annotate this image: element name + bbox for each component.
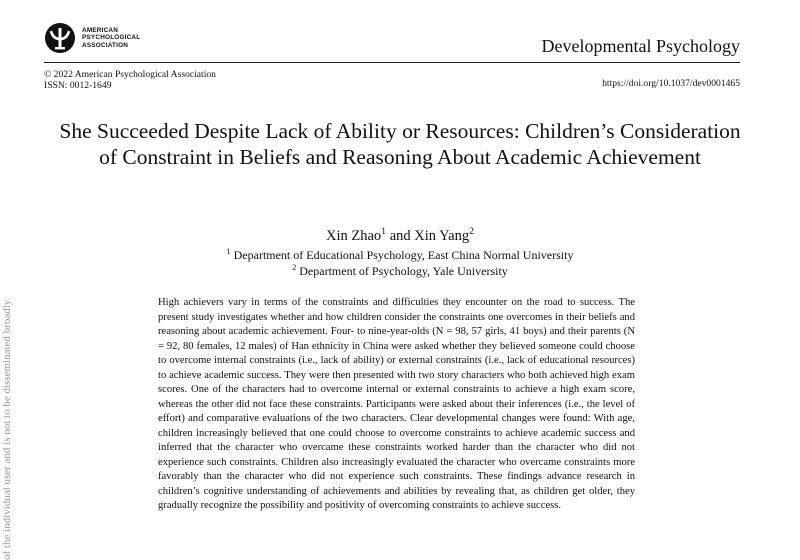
logo-line-3: ASSOCIATION [82, 41, 129, 49]
doi-link[interactable]: https://doi.org/10.1037/dev0001465 [602, 78, 740, 89]
logo-line-1: AMERICAN [82, 26, 119, 34]
affiliation-1 [0, 248, 800, 263]
publication-meta [44, 69, 216, 91]
author-name: Xin Yang [414, 228, 470, 244]
author-affiliation-marker: 2 [469, 226, 474, 238]
affiliation-2 [0, 264, 800, 279]
author-name: Xin Zhao [326, 228, 382, 244]
side-watermark-text: of the individual user and is not to be disseminated broadly. [1, 297, 13, 560]
author-line [0, 228, 800, 245]
affiliation-text: Department of Educational Psychology, East China Normal University [233, 248, 574, 262]
abstract-text: High achievers vary in terms of the constraints and difficulties they encounter on the road to success. The present study investigates whether and how children consider the constraints one overcomes in their beliefs and reasoning about academic achievement. Four- to nine-year-olds (N = 98, 57 girls, 41 boys) and their parents (N = 92, 80 females, 12 males) of Han ethnicity in China were asked whether they believed someone could choose to overcome internal constraints (i.e., lack of ability) or external constraints (i.e., lack of educational resources) to achieve academic success. They were then presented with two story characters who both achieved high exam scores. One of the characters had to overcome internal or external constraints to achieve a high exam score, whereas the other did not face these constraints. Participants were asked about their inferences (i.e., the level of effort) and comparative evaluations of the two characters. Clear developmental changes were found: With age, children increasingly believed that one could choose to overcome constraints to achieve academic success and inferred that the character who overcame these constraints worked harder than the character who did not experience such constraints. Children also increasingly evaluated the character who overcame constraints more favorably than the character who did not experience such constraints. These findings advance research in children’s cognitive understanding of achievements and abilities by revealing that, as children get older, they gradually recognize the possibility and positivity of overcoming constraints to achieve success. [158, 297, 635, 511]
journal-name: Developmental Psychology [541, 36, 740, 56]
article-title: She Succeeded Despite Lack of Ability or Resources: Children’s Consideration of Constraint in Beliefs and Reasoning About Academic Achievement [59, 119, 741, 169]
affiliation-text: Department of Psychology, Yale University [299, 264, 508, 278]
author-affiliation-marker: 1 [381, 226, 387, 238]
author-conjunction: and [389, 228, 411, 244]
apa-logo-text [82, 27, 140, 49]
affiliation-marker: 2 [292, 263, 297, 272]
copyright-line: © 2022 American Psychological Association [44, 69, 216, 80]
issn-line: ISSN: 0012-1649 [44, 80, 112, 91]
apa-psi-logo-icon [44, 22, 76, 54]
logo-line-2: PSYCHOLOGICAL [82, 34, 141, 42]
header-rule [44, 62, 740, 63]
apa-logo [44, 22, 140, 54]
affiliation-marker: 1 [226, 247, 231, 256]
